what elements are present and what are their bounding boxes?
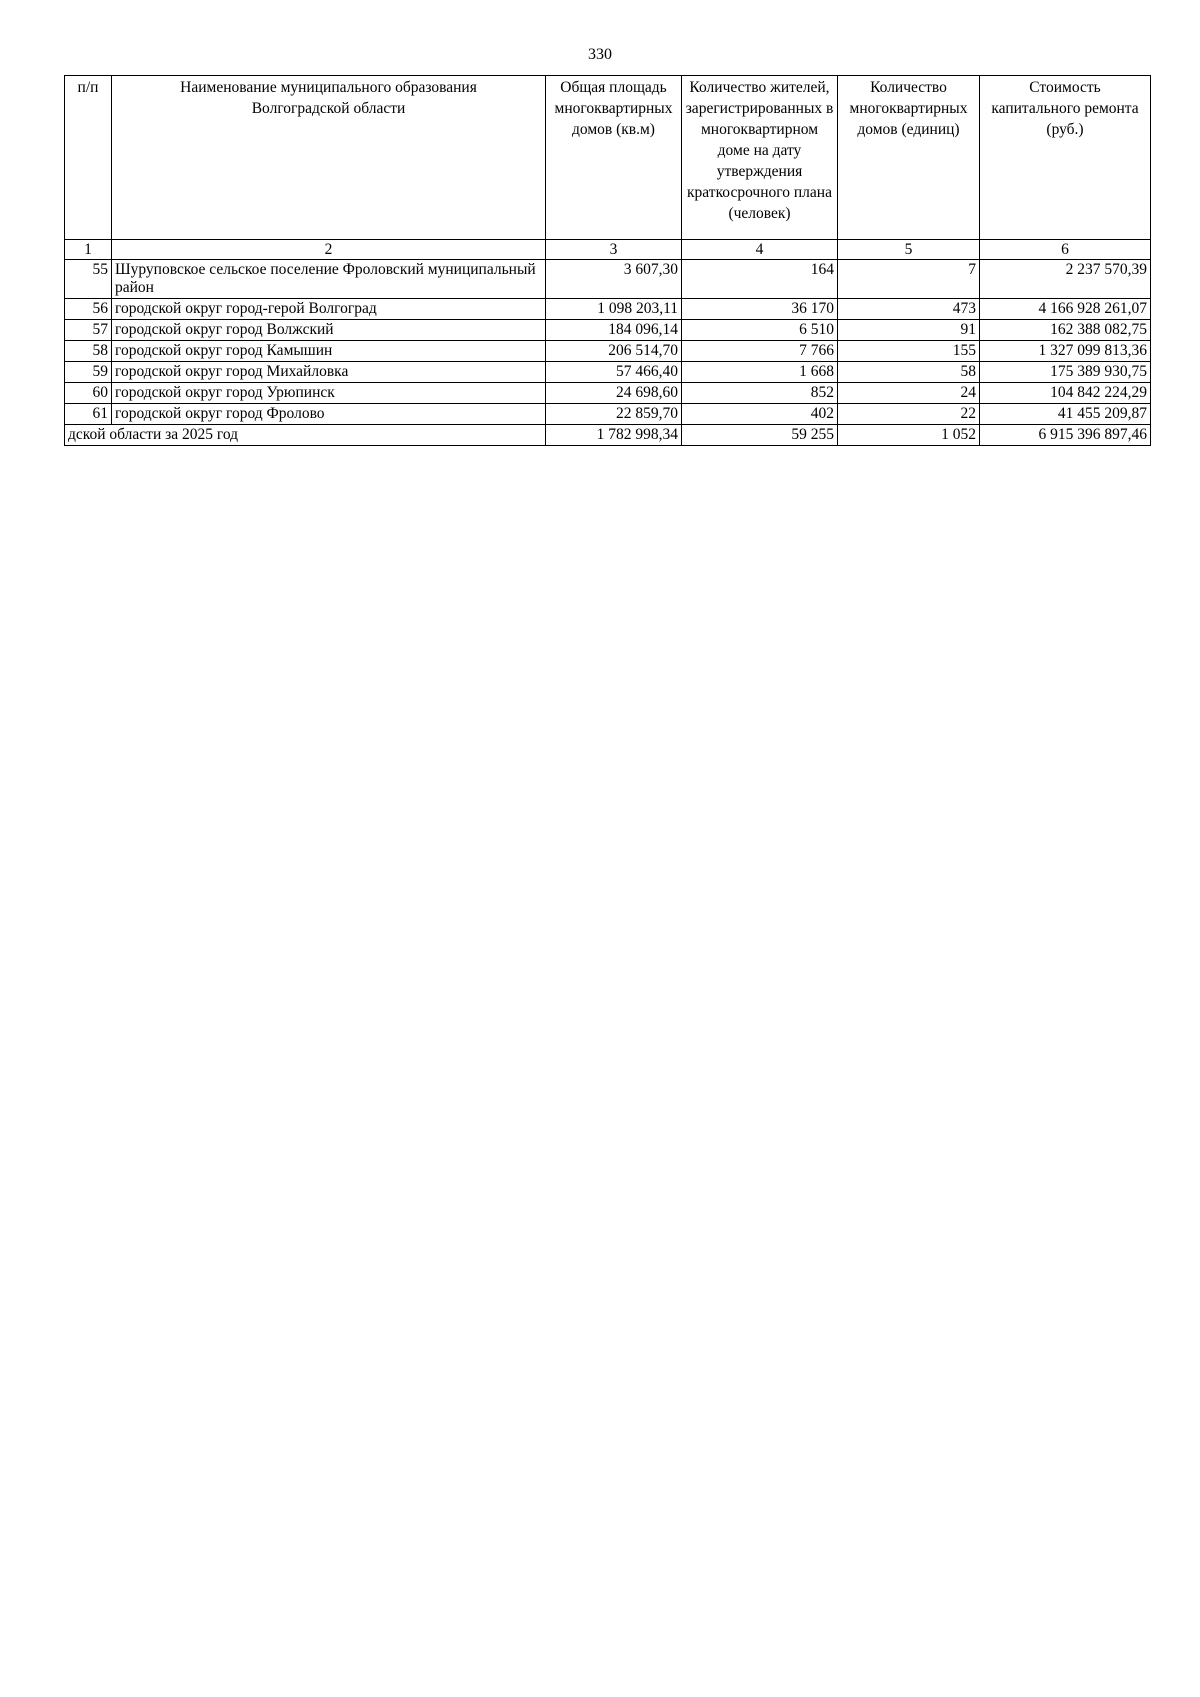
header-row [65,76,1151,240]
row-index: 59 [65,362,112,383]
municipality-name: городской округ город Михайловка [112,362,546,383]
houses-value: 24 [838,383,980,404]
row-index: 60 [65,383,112,404]
total-row [65,425,1151,446]
municipality-name: городской округ город Урюпинск [112,383,546,404]
residents-value: 402 [682,404,838,425]
houses-value: 7 [838,260,980,299]
table-row [65,383,1151,404]
municipality-name: Шуруповское сельское поселение Фроловский муниципальный район [112,260,546,299]
area-value: 57 466,40 [546,362,682,383]
cost-value: 4 166 928 261,07 [980,299,1151,320]
row-index: 61 [65,404,112,425]
header-residents: Количество жителей, зарегистрированных в многоквартирном доме на дату утверждения краткосрочного плана (человек) [682,76,838,240]
column-number: 5 [838,240,980,260]
municipality-name: городской округ город Волжский [112,320,546,341]
cost-value: 41 455 209,87 [980,404,1151,425]
area-value: 184 096,14 [546,320,682,341]
row-index: 58 [65,341,112,362]
column-number: 6 [980,240,1151,260]
municipality-name: городской округ город Камышин [112,341,546,362]
column-number: 1 [65,240,112,260]
cost-value: 175 389 930,75 [980,362,1151,383]
table-row [65,299,1151,320]
houses-value: 91 [838,320,980,341]
residents-value: 164 [682,260,838,299]
area-value: 24 698,60 [546,383,682,404]
area-value: 206 514,70 [546,341,682,362]
municipality-name: городской округ город Фролово [112,404,546,425]
header-area: Общая площадь многоквартирных домов (кв.м) [546,76,682,240]
total-area: 1 782 998,34 [546,425,682,446]
table-row [65,362,1151,383]
row-index: 57 [65,320,112,341]
houses-value: 58 [838,362,980,383]
total-label-cell [65,425,546,446]
header-cost: Стоимость капитального ремонта (руб.) [980,76,1151,240]
total-cost: 6 915 396 897,46 [980,425,1151,446]
total-residents: 59 255 [682,425,838,446]
column-number: 3 [546,240,682,260]
houses-value: 473 [838,299,980,320]
cost-value: 1 327 099 813,36 [980,341,1151,362]
table-row [65,341,1151,362]
column-number: 4 [682,240,838,260]
residents-value: 36 170 [682,299,838,320]
header-houses: Количество многоквартирных домов (единиц) [838,76,980,240]
capital-repair-table [64,75,1151,446]
table-row [65,260,1151,299]
header-municipality: Наименование муниципального образования Волгоградской области [112,76,546,240]
row-index: 55 [65,260,112,299]
area-value: 3 607,30 [546,260,682,299]
total-label: дской области за 2025 год [68,426,239,443]
area-value: 22 859,70 [546,404,682,425]
table-row [65,320,1151,341]
residents-value: 852 [682,383,838,404]
column-number: 2 [112,240,546,260]
area-value: 1 098 203,11 [546,299,682,320]
cost-value: 2 237 570,39 [980,260,1151,299]
cost-value: 104 842 224,29 [980,383,1151,404]
total-houses: 1 052 [838,425,980,446]
residents-value: 7 766 [682,341,838,362]
cost-value: 162 388 082,75 [980,320,1151,341]
houses-value: 155 [838,341,980,362]
header-index: п/п [65,76,112,240]
residents-value: 6 510 [682,320,838,341]
houses-value: 22 [838,404,980,425]
row-index: 56 [65,299,112,320]
page-number: 330 [588,46,612,63]
municipality-name: городской округ город-герой Волгоград [112,299,546,320]
column-number-row [65,240,1151,260]
table-row [65,404,1151,425]
residents-value: 1 668 [682,362,838,383]
